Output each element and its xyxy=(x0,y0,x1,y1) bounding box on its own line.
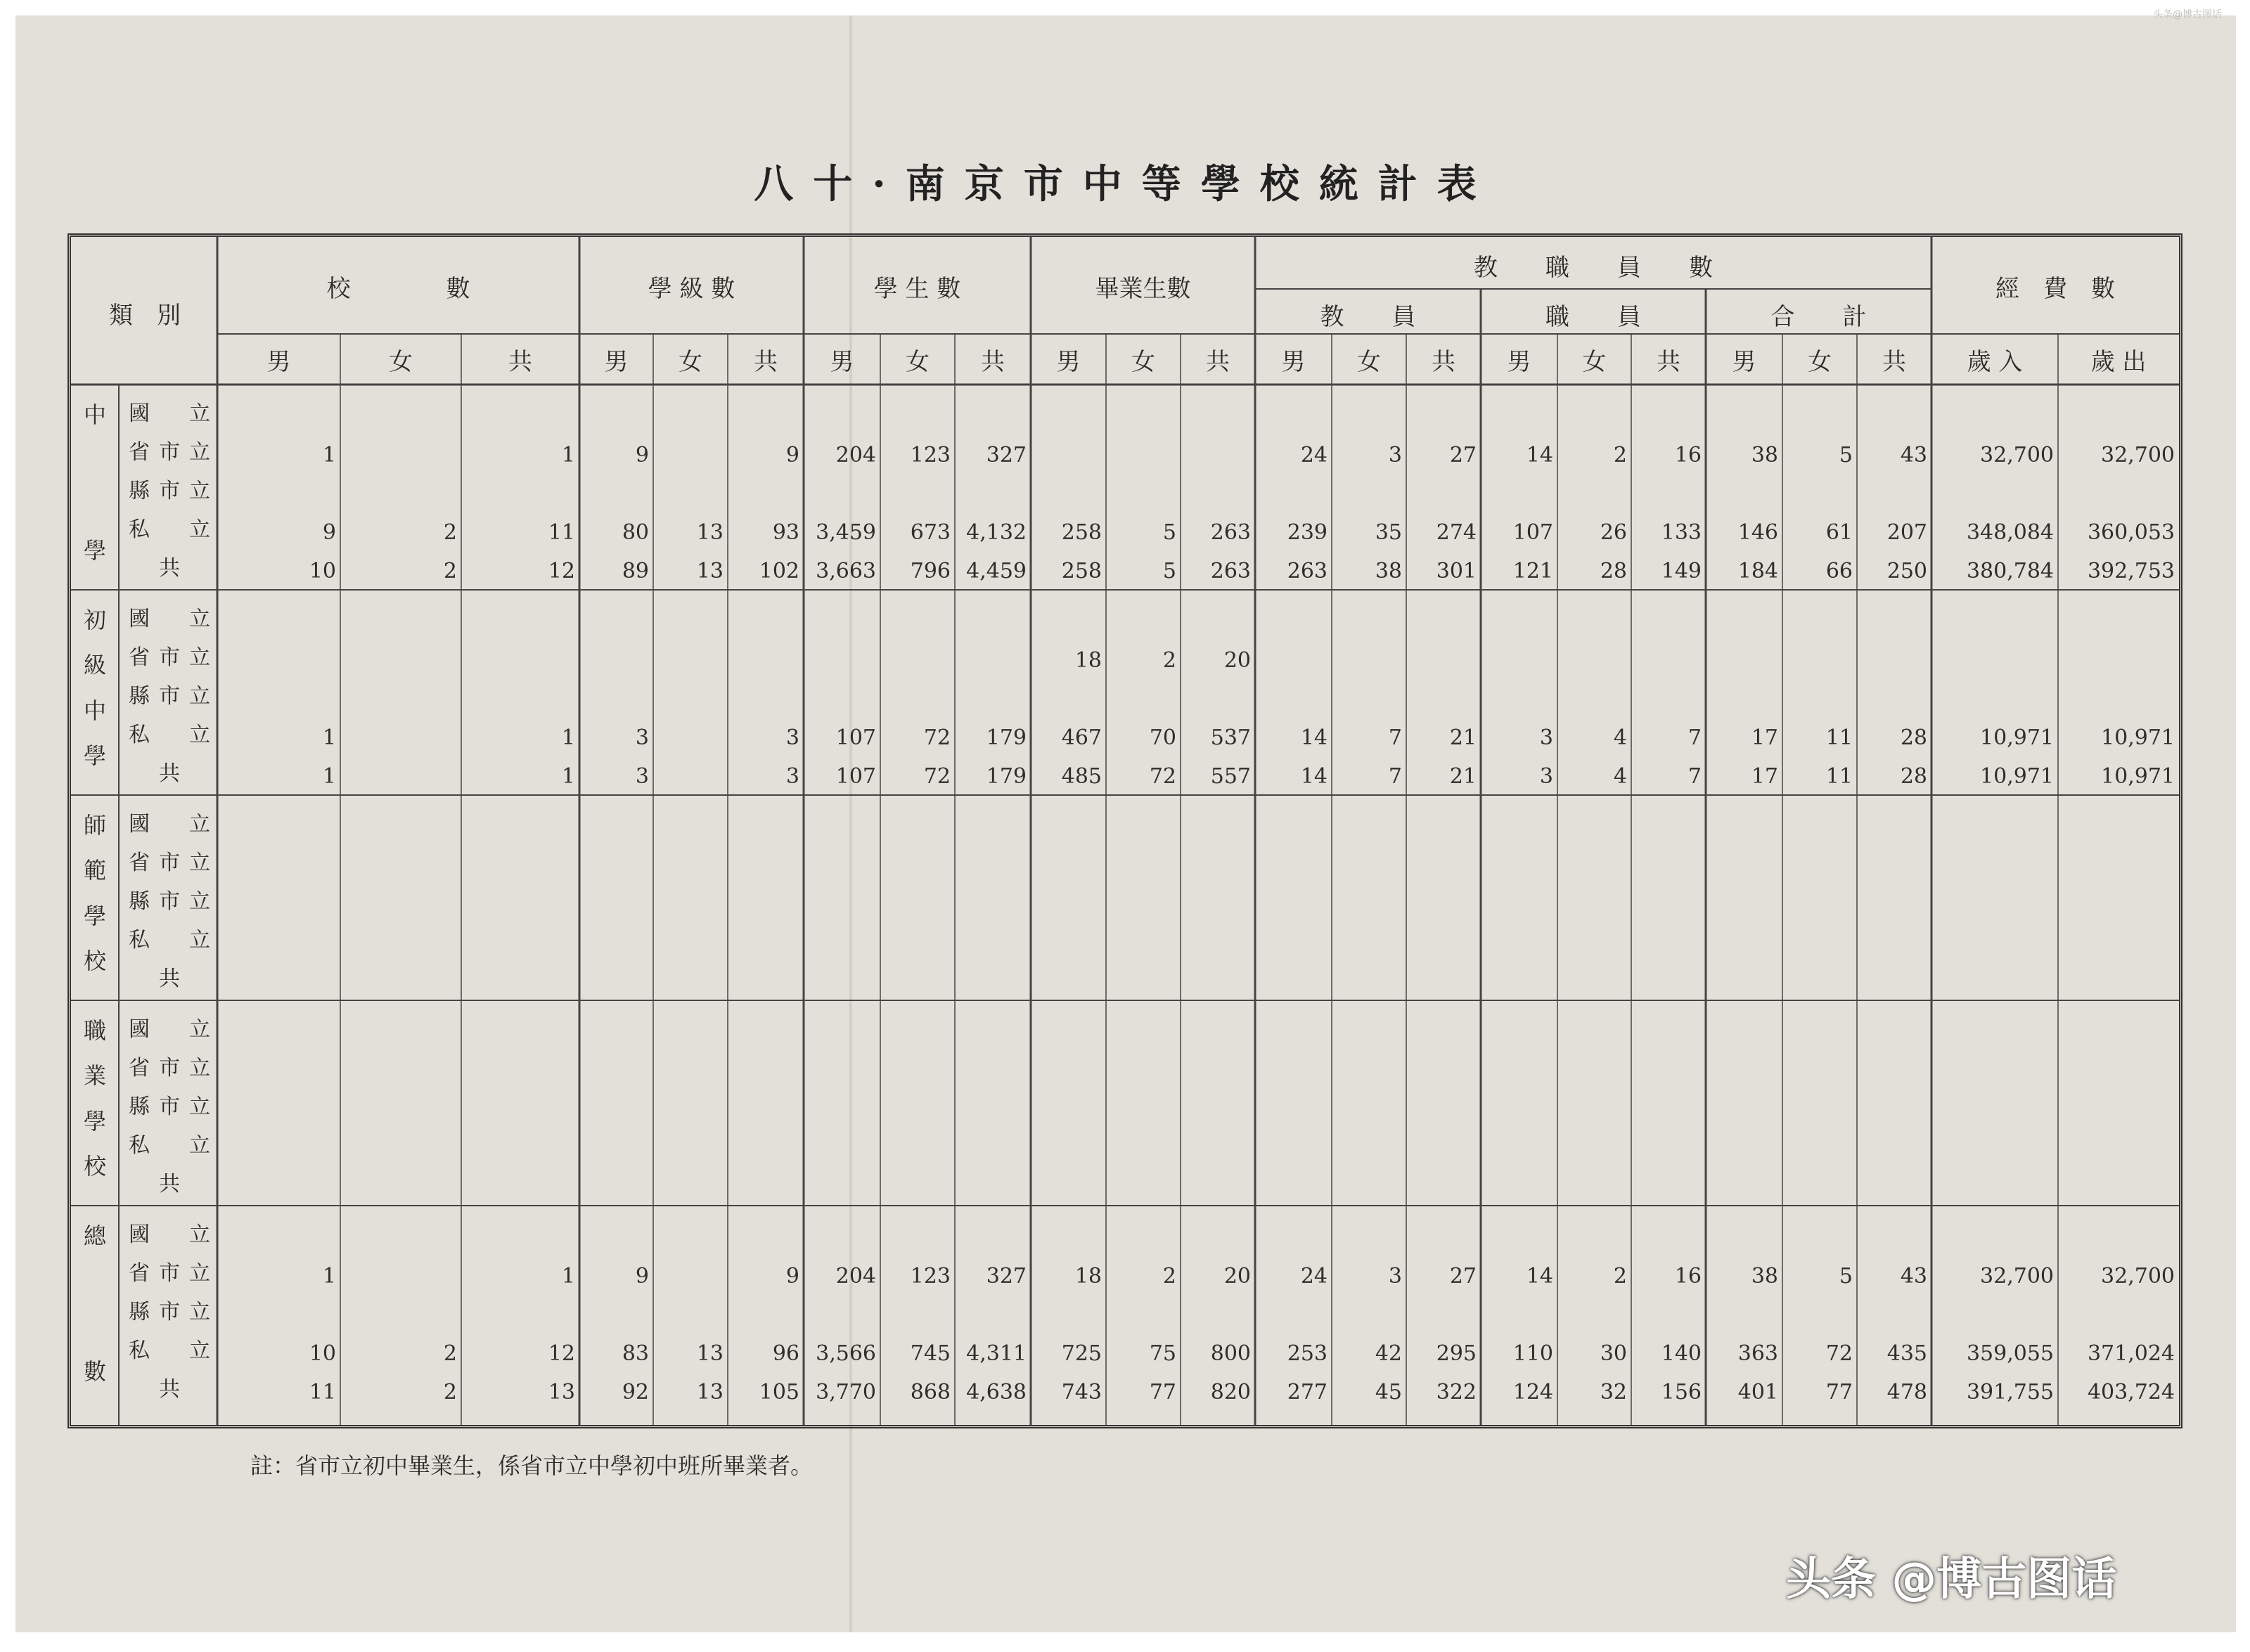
table-cell: 10,971 xyxy=(2101,764,2175,789)
table-cell: 3,566 xyxy=(816,1341,876,1366)
table-cell: 725 xyxy=(1061,1341,1102,1366)
table-cell: 2 xyxy=(1162,1264,1176,1289)
table-cell: 102 xyxy=(759,559,799,583)
header-finance: 經 費 數 xyxy=(1995,275,2115,303)
table-cell: 253 xyxy=(1287,1341,1328,1366)
table-cell: 10,971 xyxy=(2101,725,2175,750)
row-label: 私 立 xyxy=(129,1338,210,1363)
table-cell: 10 xyxy=(309,559,336,583)
table-cell: 3 xyxy=(635,725,649,750)
table-cell: 239 xyxy=(1287,520,1328,545)
table-cell: 3 xyxy=(785,725,799,750)
table-cell: 796 xyxy=(910,559,951,583)
table-cell: 27 xyxy=(1449,443,1477,467)
table-cell: 263 xyxy=(1287,559,1328,583)
table-cell: 9 xyxy=(785,443,799,467)
table-cell: 16 xyxy=(1674,1264,1702,1289)
table-cell: 16 xyxy=(1674,443,1702,467)
row-label: 省市立 xyxy=(129,1056,210,1080)
table-cell: 485 xyxy=(1061,764,1102,789)
header-students-sub: 男 xyxy=(830,348,854,376)
header-graduates-sub: 男 xyxy=(1056,348,1081,376)
header-graduates: 畢業生數 xyxy=(1095,275,1191,303)
table-cell: 11 xyxy=(1825,725,1853,750)
table-cell: 18 xyxy=(1074,648,1102,673)
table-cell: 467 xyxy=(1061,725,1102,750)
table-cell: 743 xyxy=(1061,1380,1102,1405)
table-cell: 43 xyxy=(1900,1264,1927,1289)
header-staff-subgroup: 教 員 xyxy=(1320,303,1416,331)
section-label-char: 數 xyxy=(83,1358,106,1385)
table-cell: 107 xyxy=(835,725,876,750)
header-staff-sub: 男 xyxy=(1507,348,1531,376)
header-staff-sub: 共 xyxy=(1657,348,1680,376)
header-students: 學 生 數 xyxy=(873,275,961,303)
table-cell: 121 xyxy=(1512,559,1553,583)
section-label-char: 學 xyxy=(83,902,106,929)
row-label: 共 xyxy=(159,1172,180,1196)
header-classes-sub: 共 xyxy=(754,348,778,376)
table-cell: 72 xyxy=(1149,764,1176,789)
table-cell: 3 xyxy=(1539,764,1553,789)
table-cell: 401 xyxy=(1737,1380,1778,1405)
table-cell: 3,770 xyxy=(816,1380,876,1405)
table-cell: 745 xyxy=(910,1341,951,1366)
table-cell: 14 xyxy=(1526,443,1553,467)
header-graduates-sub: 共 xyxy=(1206,348,1230,376)
table-cell: 13 xyxy=(548,1380,575,1405)
section-label-char: 初 xyxy=(83,607,106,633)
table-cell: 5 xyxy=(1839,1264,1853,1289)
table-cell: 258 xyxy=(1061,559,1102,583)
table-cell: 392,753 xyxy=(2087,559,2175,583)
table-cell: 123 xyxy=(910,1264,951,1289)
row-label: 縣市立 xyxy=(129,1095,210,1119)
table-cell: 32,700 xyxy=(2101,1264,2175,1289)
table-cell: 263 xyxy=(1210,559,1251,583)
section-label-char: 校 xyxy=(83,1152,106,1180)
table-cell: 42 xyxy=(1375,1341,1402,1366)
section-label-0 xyxy=(74,397,116,565)
table-cell: 363 xyxy=(1737,1341,1778,1366)
table-cell: 3 xyxy=(785,764,799,789)
table-cell: 14 xyxy=(1526,1264,1553,1289)
section-label-char: 職 xyxy=(83,1017,106,1044)
table-cell: 9 xyxy=(785,1264,799,1289)
table-cell: 12 xyxy=(548,1341,575,1366)
table-cell: 13 xyxy=(696,520,724,545)
row-label: 縣市立 xyxy=(129,889,210,914)
header-staff-sub: 共 xyxy=(1432,348,1455,376)
table-cell: 7 xyxy=(1388,725,1402,750)
table-cell: 149 xyxy=(1661,559,1702,583)
table-cell: 371,024 xyxy=(2087,1341,2175,1366)
header-staff-sub: 共 xyxy=(1882,348,1906,376)
table-cell: 1 xyxy=(322,764,336,789)
table-cell: 32 xyxy=(1600,1380,1627,1405)
table-cell: 110 xyxy=(1512,1341,1553,1366)
table-cell: 140 xyxy=(1661,1341,1702,1366)
section-label-char: 校 xyxy=(83,947,106,974)
table-cell: 13 xyxy=(696,1341,724,1366)
table-cell: 1 xyxy=(561,764,575,789)
table-cell: 133 xyxy=(1661,520,1702,545)
table-cell: 45 xyxy=(1375,1380,1402,1405)
table-cell: 403,724 xyxy=(2087,1380,2175,1405)
row-label: 私 立 xyxy=(129,723,210,747)
header-students-sub: 女 xyxy=(906,348,930,376)
row-label: 縣市立 xyxy=(129,1300,210,1324)
table-cell: 250 xyxy=(1886,559,1927,583)
table-cell: 77 xyxy=(1149,1380,1176,1405)
section-label-char: 學 xyxy=(83,1107,106,1135)
table-cell: 83 xyxy=(622,1341,649,1366)
section-label-char: 學 xyxy=(83,537,106,564)
source-watermark: 头条 @博古图话 xyxy=(1786,1554,2117,1606)
section-label-char: 業 xyxy=(83,1062,106,1090)
table-cell: 75 xyxy=(1149,1341,1176,1366)
table-cell: 4,311 xyxy=(966,1341,1027,1366)
table-cell: 258 xyxy=(1061,520,1102,545)
table-cell: 4,638 xyxy=(966,1380,1027,1405)
table-cell: 348,084 xyxy=(1966,520,2054,545)
table-cell: 9 xyxy=(322,520,336,545)
header-staff-sub: 男 xyxy=(1732,348,1756,376)
row-label: 省市立 xyxy=(129,440,210,465)
table-cell: 10,971 xyxy=(1980,725,2054,750)
section-label-char: 師 xyxy=(83,812,106,839)
section-label-3 xyxy=(74,1013,116,1181)
table-cell: 5 xyxy=(1162,559,1176,583)
section-label-char: 學 xyxy=(83,742,106,769)
table-cell: 1 xyxy=(322,1264,336,1289)
header-schools-sub: 共 xyxy=(508,348,532,376)
table-cell: 263 xyxy=(1210,520,1251,545)
row-label: 共 xyxy=(159,967,180,991)
table-cell: 30 xyxy=(1600,1341,1627,1366)
table-cell: 3 xyxy=(1539,725,1553,750)
row-label: 省市立 xyxy=(129,645,210,670)
table-cell: 38 xyxy=(1751,443,1778,467)
section-label-char: 中 xyxy=(83,401,106,428)
table-cell: 21 xyxy=(1449,725,1477,750)
header-staff-subgroup: 合 計 xyxy=(1770,303,1867,331)
table-cell: 204 xyxy=(835,1264,876,1289)
table-cell: 7 xyxy=(1688,764,1702,789)
table-cell: 391,755 xyxy=(1966,1380,2054,1405)
table-cell: 24 xyxy=(1300,1264,1328,1289)
table-cell: 3 xyxy=(1388,443,1402,467)
table-cell: 1 xyxy=(322,443,336,467)
table-cell: 1 xyxy=(561,725,575,750)
header-schools-sub: 女 xyxy=(389,348,413,376)
table-cell: 123 xyxy=(910,443,951,467)
table-cell: 557 xyxy=(1210,764,1251,789)
table-cell: 3,459 xyxy=(816,520,876,545)
table-cell: 322 xyxy=(1436,1380,1477,1405)
table-cell: 32,700 xyxy=(2101,443,2175,467)
table-grid xyxy=(71,237,2179,1425)
table-cell: 20 xyxy=(1223,1264,1251,1289)
row-label: 私 立 xyxy=(129,517,210,542)
table-cell: 17 xyxy=(1751,725,1778,750)
corner-watermark: 头条@博古图话 xyxy=(2153,9,2222,20)
table-cell: 277 xyxy=(1287,1380,1328,1405)
table-cell: 4 xyxy=(1613,764,1627,789)
table-cell: 11 xyxy=(548,520,575,545)
row-label: 私 立 xyxy=(129,1133,210,1158)
header-classes-sub: 男 xyxy=(604,348,629,376)
table-cell: 327 xyxy=(986,443,1027,467)
header-students-sub: 共 xyxy=(981,348,1005,376)
table-cell: 1 xyxy=(561,1264,575,1289)
table-cell: 38 xyxy=(1751,1264,1778,1289)
table-cell: 3,663 xyxy=(816,559,876,583)
table-cell: 35 xyxy=(1375,520,1402,545)
table-cell: 28 xyxy=(1600,559,1627,583)
table-cell: 2 xyxy=(1613,443,1627,467)
table-cell: 32,700 xyxy=(1980,1264,2054,1289)
row-label: 私 立 xyxy=(129,928,210,953)
table-cell: 72 xyxy=(1825,1341,1853,1366)
table-cell: 2 xyxy=(443,520,457,545)
row-label: 國 立 xyxy=(129,401,210,426)
row-label: 省市立 xyxy=(129,1261,210,1286)
table-cell: 11 xyxy=(309,1380,336,1405)
table-cell: 124 xyxy=(1512,1380,1553,1405)
table-cell: 4 xyxy=(1613,725,1627,750)
table-cell: 156 xyxy=(1661,1380,1702,1405)
table-cell: 21 xyxy=(1449,764,1477,789)
table-cell: 274 xyxy=(1436,520,1477,545)
header-finance-sub: 歲 入 xyxy=(1967,348,2023,376)
table-cell: 1 xyxy=(561,443,575,467)
table-cell: 28 xyxy=(1900,725,1927,750)
row-label: 國 立 xyxy=(129,812,210,837)
header-schools: 校 數 xyxy=(326,275,470,303)
header-finance-sub: 歲 出 xyxy=(2090,348,2147,376)
header-classes-sub: 女 xyxy=(679,348,702,376)
table-cell: 107 xyxy=(835,764,876,789)
table-cell: 2 xyxy=(443,1341,457,1366)
table-cell: 673 xyxy=(910,520,951,545)
row-label: 省市立 xyxy=(129,851,210,875)
table-cell: 359,055 xyxy=(1966,1341,2054,1366)
table-cell: 72 xyxy=(923,725,951,750)
table-cell: 38 xyxy=(1375,559,1402,583)
table-cell: 380,784 xyxy=(1966,559,2054,583)
row-label: 國 立 xyxy=(129,1222,210,1247)
row-label: 共 xyxy=(159,556,180,581)
table-cell: 66 xyxy=(1825,559,1853,583)
footnote: 註：省市立初中畢業生，係省市立中學初中班所畢業者。 xyxy=(250,1452,814,1479)
row-label: 縣市立 xyxy=(129,479,210,503)
table-cell: 7 xyxy=(1688,725,1702,750)
table-cell: 3 xyxy=(1388,1264,1402,1289)
table-cell: 27 xyxy=(1449,1264,1477,1289)
table-cell: 2 xyxy=(1162,648,1176,673)
row-label: 共 xyxy=(159,761,180,786)
section-label-2 xyxy=(74,808,116,976)
header-schools-sub: 男 xyxy=(266,348,291,376)
header-classes: 學 級 數 xyxy=(648,275,735,303)
table-cell: 107 xyxy=(1512,520,1553,545)
table-cell: 14 xyxy=(1300,764,1328,789)
table-cell: 207 xyxy=(1886,520,1927,545)
table-cell: 5 xyxy=(1839,443,1853,467)
table-cell: 146 xyxy=(1737,520,1778,545)
table-cell: 28 xyxy=(1900,764,1927,789)
table-cell: 70 xyxy=(1149,725,1176,750)
table-cell: 2 xyxy=(443,1380,457,1405)
table-cell: 17 xyxy=(1751,764,1778,789)
table-cell: 10,971 xyxy=(1980,764,2054,789)
table-cell: 179 xyxy=(986,764,1027,789)
section-label-1 xyxy=(74,602,116,770)
header-staff-sub: 女 xyxy=(1808,348,1832,376)
table-cell: 184 xyxy=(1737,559,1778,583)
table-cell: 43 xyxy=(1900,443,1927,467)
header-graduates-sub: 女 xyxy=(1131,348,1155,376)
table-cell: 478 xyxy=(1886,1380,1927,1405)
header-staff-subgroup: 職 員 xyxy=(1545,303,1641,331)
header-staff-sub: 女 xyxy=(1582,348,1607,376)
table-cell: 24 xyxy=(1300,443,1328,467)
section-label-char: 總 xyxy=(83,1222,106,1249)
table-cell: 3 xyxy=(635,764,649,789)
table-cell: 327 xyxy=(986,1264,1027,1289)
table-cell: 89 xyxy=(622,559,649,583)
row-label: 縣市立 xyxy=(129,684,210,709)
table-cell: 13 xyxy=(696,559,724,583)
table-cell: 295 xyxy=(1436,1341,1477,1366)
table-cell: 18 xyxy=(1074,1264,1102,1289)
table-cell: 179 xyxy=(986,725,1027,750)
table-cell: 32,700 xyxy=(1980,443,2054,467)
table-cell: 537 xyxy=(1210,725,1251,750)
table-cell: 435 xyxy=(1886,1341,1927,1366)
table-cell: 9 xyxy=(635,443,649,467)
table-cell: 96 xyxy=(772,1341,799,1366)
section-label-char: 範 xyxy=(83,857,106,884)
table-cell: 61 xyxy=(1825,520,1853,545)
row-label: 國 立 xyxy=(129,1017,210,1042)
table-cell: 80 xyxy=(622,520,649,545)
header-staff: 教 職 員 數 xyxy=(1474,254,1713,282)
table-cell: 800 xyxy=(1210,1341,1251,1366)
table-cell: 12 xyxy=(548,559,575,583)
table-cell: 10 xyxy=(309,1341,336,1366)
table-cell: 9 xyxy=(635,1264,649,1289)
table-cell: 204 xyxy=(835,443,876,467)
table-cell: 72 xyxy=(923,764,951,789)
table-cell: 13 xyxy=(696,1380,724,1405)
table-cell: 301 xyxy=(1436,559,1477,583)
statistics-table xyxy=(68,233,2182,1428)
table-cell: 7 xyxy=(1388,764,1402,789)
table-cell: 2 xyxy=(1613,1264,1627,1289)
section-label-char: 級 xyxy=(83,652,106,679)
table-cell: 820 xyxy=(1210,1380,1251,1405)
table-cell: 4,459 xyxy=(966,559,1027,583)
table-cell: 105 xyxy=(759,1380,799,1405)
table-cell: 26 xyxy=(1600,520,1627,545)
table-cell: 93 xyxy=(772,520,799,545)
table-cell: 14 xyxy=(1300,725,1328,750)
section-label-char: 中 xyxy=(83,697,106,724)
table-cell: 1 xyxy=(322,725,336,750)
header-staff-sub: 男 xyxy=(1281,348,1306,376)
table-cell: 868 xyxy=(910,1380,951,1405)
page-title: 八十·南京市中等學校統計表 xyxy=(754,161,1496,207)
header-category: 類 別 xyxy=(109,302,181,330)
table-cell: 77 xyxy=(1825,1380,1853,1405)
table-cell: 5 xyxy=(1162,520,1176,545)
header-staff-sub: 女 xyxy=(1357,348,1381,376)
table-cell: 4,132 xyxy=(966,520,1027,545)
table-cell: 2 xyxy=(443,559,457,583)
row-label: 國 立 xyxy=(129,607,210,631)
table-cell: 20 xyxy=(1223,648,1251,673)
table-cell: 11 xyxy=(1825,764,1853,789)
row-label: 共 xyxy=(159,1377,180,1402)
table-cell: 360,053 xyxy=(2087,520,2175,545)
table-cell: 92 xyxy=(622,1380,649,1405)
section-label-4 xyxy=(74,1218,116,1386)
